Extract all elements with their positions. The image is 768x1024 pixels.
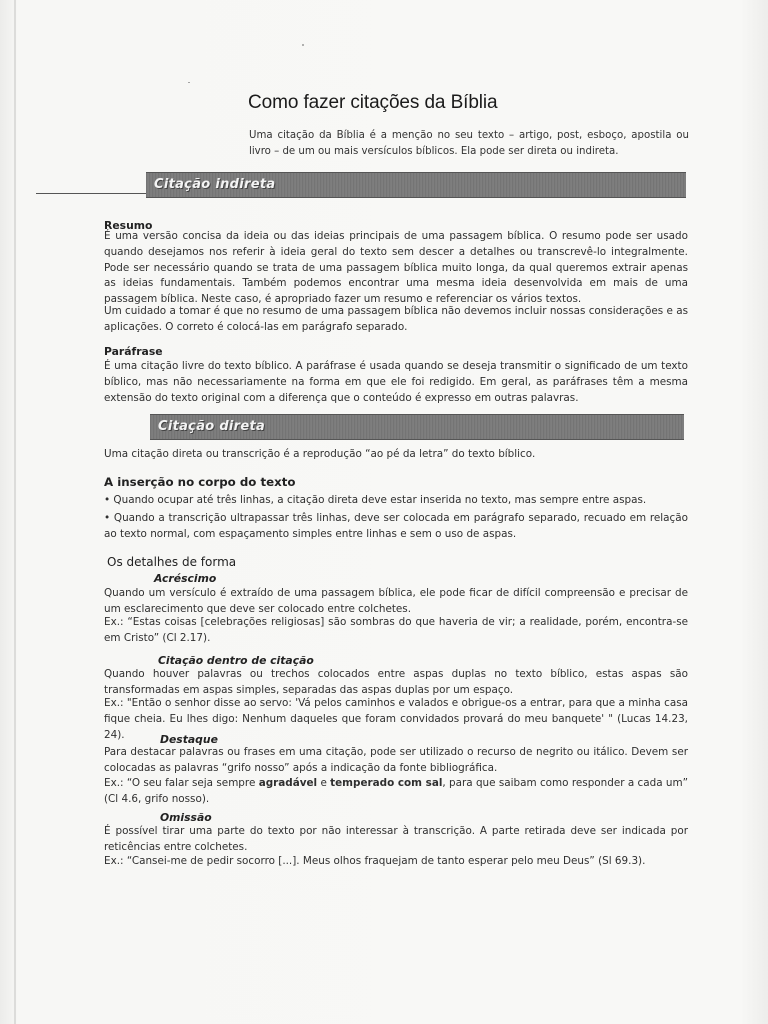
section-bar-label: Citação direta <box>158 419 266 434</box>
destaque-example-text: Ex.: “O seu falar seja sempre <box>104 777 259 789</box>
resumo-paragraph-1: É uma versão concisa da ideia ou das ideias principais de uma passagem bíblica. O resumo pode ser usado quando desejamos nos referir à ideia geral do texto sem descer a detalhes ou transcrevê-lo integralmente. Pode ser necessário quando se trata de uma passagem bíblica muito longa, da qual queremos extrair apenas as ideias fundamentais. Também podemos encontrar uma mesma ideia desenvolvida em mais de uma passagem bíblica. Neste caso, é apropriado fazer um resumo e referenciar os vários textos. <box>104 230 688 306</box>
omissao-heading: Omissão <box>160 811 212 824</box>
citacao-dentro-paragraph: Quando houver palavras ou trechos colocados entre aspas duplas no texto bíblico, estas aspas são transformadas em aspas simples, separadas das aspas duplas por um espaço. <box>104 668 688 696</box>
section-bar-label: Citação indireta <box>154 177 276 192</box>
destaque-example-text: , para que saibam como responder a cada um” (Cl 4.6, grifo nosso). <box>104 777 688 805</box>
section-bar-direct <box>150 414 684 440</box>
destaque-heading: Destaque <box>160 733 218 746</box>
parafrase-paragraph: É uma citação livre do texto bíblico. A paráfrase é usada quando se deseja transmitir o significado de um texto bíblico, mas não necessariamente na forma em que ele foi redigido. Em geral, as paráfrases têm a mesma extensão do texto original com a diferença que o conteúdo é expresso em outras palavras. <box>104 360 688 404</box>
scan-edge-shadow <box>14 0 16 1024</box>
insercao-bullet-1: • Quando ocupar até três linhas, a citação direta deve estar inserida no texto, mas sempre entre aspas. <box>104 494 647 506</box>
acrescimo-paragraph: Quando um versículo é extraído de uma passagem bíblica, ele pode ficar de difícil compreensão e precisar de um esclarecimento que deve ser colocado entre colchetes. <box>104 587 688 615</box>
destaque-example-text: e <box>317 777 331 789</box>
resumo-heading: Resumo <box>104 219 153 232</box>
destaque-example <box>104 776 688 808</box>
resumo-paragraph-2: Um cuidado a tomar é que no resumo de uma passagem bíblica não devemos incluir nossas considerações e as aplicações. O correto é colocá-las em parágrafo separado. <box>104 305 688 333</box>
scan-artifact-line <box>36 193 146 194</box>
scan-speck <box>302 44 304 46</box>
detalhes-heading: Os detalhes de forma <box>107 555 237 569</box>
insercao-heading: A inserção no corpo do texto <box>104 475 296 489</box>
section-bar-indirect <box>146 172 686 198</box>
destaque-bold-1: agradável <box>258 777 318 789</box>
acrescimo-heading: Acréscimo <box>154 572 217 585</box>
intro-paragraph: Uma citação da Bíblia é a menção no seu texto – artigo, post, esboço, apostila ou livro – de um ou mais versículos bíblicos. Ela pode ser direta ou indireta. <box>249 130 689 157</box>
scan-speck <box>188 82 190 83</box>
citacao-dentro-example: Ex.: "Então o senhor disse ao servo: 'Vá pelos caminhos e valados e obrigue-os a entrar, para que a minha casa fique cheia. Eu lhes digo: Nenhum daqueles que foram convidados provará do meu banquete' " (Lucas 14.23, 24). <box>104 697 688 741</box>
citacao-dentro-heading: Citação dentro de citação <box>158 654 314 667</box>
acrescimo-example: Ex.: “Estas coisas [celebrações religiosas] são sombras do que haveria de vir; a realidade, porém, encontra-se em Cristo” (Cl 2.17). <box>104 616 688 644</box>
insercao-bullet-2: • Quando a transcrição ultrapassar três linhas, deve ser colocada em parágrafo separado, recuado em relação ao texto normal, com espaçamento simples entre linhas e sem o uso de aspas. <box>104 512 688 540</box>
page-title: Como fazer citações da Bíblia <box>248 92 498 113</box>
omissao-paragraph: É possível tirar uma parte do texto por não interessar à transcrição. A parte retirada deve ser indicada por reticências entre colchetes. <box>104 825 688 853</box>
parafrase-heading: Paráfrase <box>104 345 163 358</box>
direct-intro-paragraph: Uma citação direta ou transcrição é a reprodução “ao pé da letra” do texto bíblico. <box>104 448 536 460</box>
destaque-bold-2: temperado com sal <box>330 777 443 789</box>
omissao-example: Ex.: “Cansei-me de pedir socorro [...]. Meus olhos fraquejam de tanto esperar pelo meu Deus” (Sl 69.3). <box>104 855 646 867</box>
destaque-paragraph: Para destacar palavras ou frases em uma citação, pode ser utilizado o recurso de negrito ou itálico. Devem ser colocadas as palavras “grifo nosso” após a indicação da fonte bibliográfica. <box>104 746 688 774</box>
